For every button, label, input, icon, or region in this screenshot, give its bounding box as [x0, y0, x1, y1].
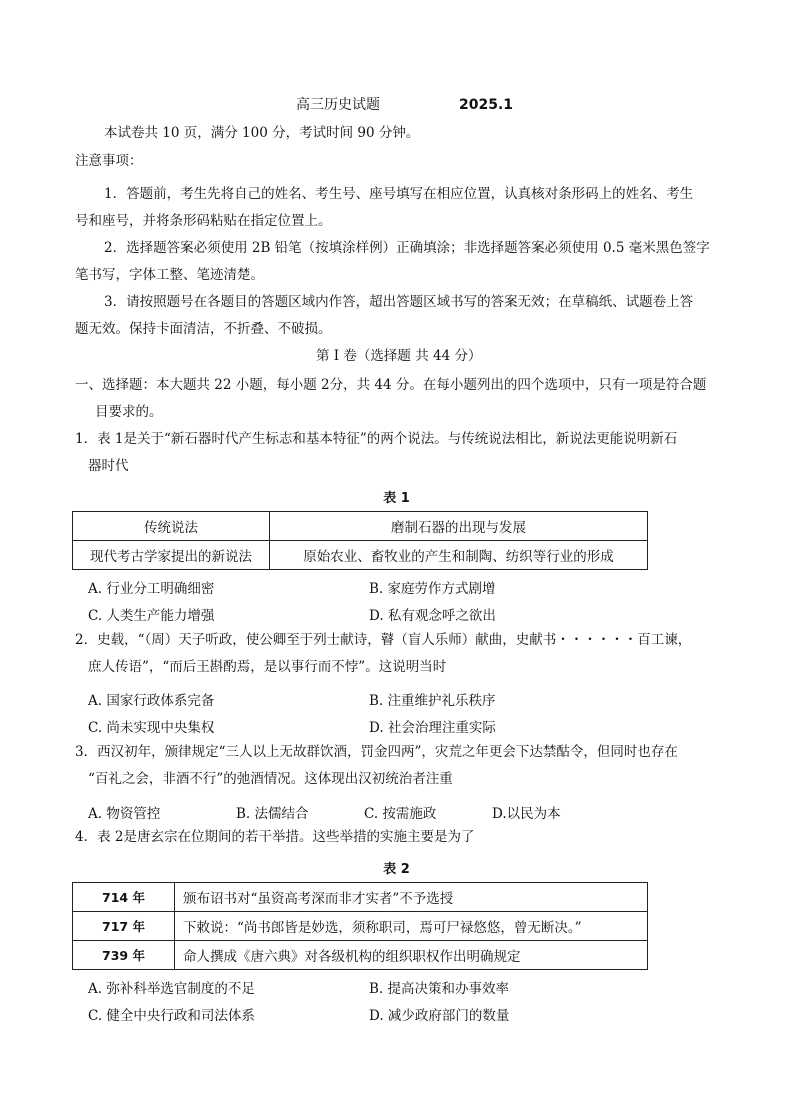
- question-3-option-b[interactable]: B. 法儒结合: [236, 806, 309, 822]
- table-1-caption: 表 1: [383, 491, 410, 506]
- question-4-option-b[interactable]: B. 提高决策和办事效率: [369, 981, 510, 997]
- exam-title: [296, 97, 514, 114]
- question-3-option-c[interactable]: C. 按需施政: [364, 806, 437, 822]
- table-2: [72, 882, 648, 970]
- question-2-stem-line-1: 2．史载，“（周）天子听政，使公卿至于列士献诗，瞽（盲人乐师）献曲，史献书・・・・・・百工谏，: [75, 632, 692, 648]
- table-row: [73, 912, 648, 941]
- table-cell: 现代考古学家提出的新说法: [73, 541, 270, 570]
- question-4-stem-line-1: 4．表 2是唐玄宗在位期间的若干举措。这些举措的实施主要是为了: [75, 829, 475, 845]
- question-1-stem-line-1: 1．表 1是关于“新石器时代产生标志和基本特征”的两个说法。与传统说法相比，新说法更能说明新石: [75, 431, 678, 447]
- table-cell: 传统说法: [73, 512, 270, 541]
- question-2-option-c[interactable]: C. 尚未实现中央集权: [88, 720, 215, 736]
- notice-item-2-line-1: 2．选择题答案必须使用 2B 铅笔（按填涂样例）正确填涂；非选择题答案必须使用 0.5 毫米黑色签字: [104, 240, 710, 256]
- question-4-option-a[interactable]: A. 弥补科举选官制度的不足: [88, 981, 255, 997]
- part1-heading: 第 I 卷（选择题 共 44 分）: [316, 348, 482, 364]
- table-2-caption: 表 2: [383, 862, 410, 877]
- notice-item-1-line-1: 1．答题前，考生先将自己的姓名、考生号、座号填写在相应位置，认真核对条形码上的姓名、考生: [104, 186, 694, 202]
- notice-item-2-line-2: 笔书写，字体工整、笔迹清楚。: [75, 267, 264, 283]
- table-row: [73, 941, 648, 970]
- question-4-option-c[interactable]: C. 健全中央行政和司法体系: [88, 1008, 255, 1024]
- table-cell: 717 年: [73, 912, 175, 941]
- table-cell: 714 年: [73, 883, 175, 912]
- question-2-option-b[interactable]: B. 注重维护礼乐秩序: [369, 693, 496, 709]
- question-3-stem-line-2: “百礼之会，非酒不行”的弛酒情况。这体现出汉初统治者注重: [88, 771, 453, 787]
- table-cell: 739 年: [73, 941, 175, 970]
- question-3-stem-line-1: 3．西汉初年，颁律规定“三人以上无故群饮酒，罚金四两”，灾荒之年更会下达禁酤令，但同时也存在: [75, 744, 678, 760]
- table-row: [73, 541, 648, 570]
- question-4-option-d[interactable]: D. 减少政府部门的数量: [369, 1008, 510, 1024]
- question-1-option-c[interactable]: C. 人类生产能力增强: [88, 608, 215, 624]
- notice-item-3-line-2: 题无效。保持卡面清洁，不折叠、不破损。: [75, 321, 332, 337]
- question-1-stem-line-2: 器时代: [88, 458, 129, 474]
- question-1-option-b[interactable]: B. 家庭劳作方式剧增: [369, 581, 496, 597]
- table-cell: 命人撰成《唐六典》对各级机构的组织职权作出明确规定: [175, 941, 648, 970]
- notice-item-1-line-2: 号和座号，并将条形码粘贴在指定位置上。: [75, 213, 332, 229]
- table-cell: 下敕说：“尚书郎皆是妙选，须称职司，焉可尸禄悠悠，曾无断决。”: [175, 912, 648, 941]
- table-row: [73, 512, 648, 541]
- table-cell: 原始农业、畜牧业的产生和制陶、纺织等行业的形成: [270, 541, 648, 570]
- table-row: [73, 883, 648, 912]
- exam-date: 2025.1: [459, 97, 514, 113]
- question-3-option-a[interactable]: A. 物资管控: [88, 806, 161, 822]
- question-1-option-a[interactable]: A. 行业分工明确细密: [88, 581, 215, 597]
- notice-heading: 注意事项：: [75, 153, 143, 169]
- table-cell: 颁布诏书对“虽资高考深而非才实者”不予选授: [175, 883, 648, 912]
- question-1-option-d[interactable]: D. 私有观念呼之欲出: [369, 608, 496, 624]
- section-instructions-line-2: 目要求的。: [95, 404, 163, 420]
- notice-item-3-line-1: 3．请按照题号在各题目的答题区域内作答，超出答题区域书写的答案无效；在草稿纸、试题卷上答: [104, 294, 694, 310]
- section-instructions-line-1: 一、选择题：本大题共 22 小题，每小题 2分，共 44 分。在每小题列出的四个选项中，只有一项是符合题: [75, 377, 707, 393]
- question-3-option-d[interactable]: D.以民为本: [492, 806, 561, 822]
- question-2-stem-line-2: 庶人传语”，“而后王斟酌焉，是以事行而不悖”。这说明当时: [88, 659, 447, 675]
- table-1: [72, 511, 648, 570]
- exam-intro: 本试卷共 10 页，满分 100 分，考试时间 90 分钟。: [104, 125, 420, 141]
- question-2-option-d[interactable]: D. 社会治理注重实际: [369, 720, 496, 736]
- question-2-option-a[interactable]: A. 国家行政体系完备: [88, 693, 215, 709]
- table-cell: 磨制石器的出现与发展: [270, 512, 648, 541]
- title-text: 高三历史试题: [296, 97, 380, 113]
